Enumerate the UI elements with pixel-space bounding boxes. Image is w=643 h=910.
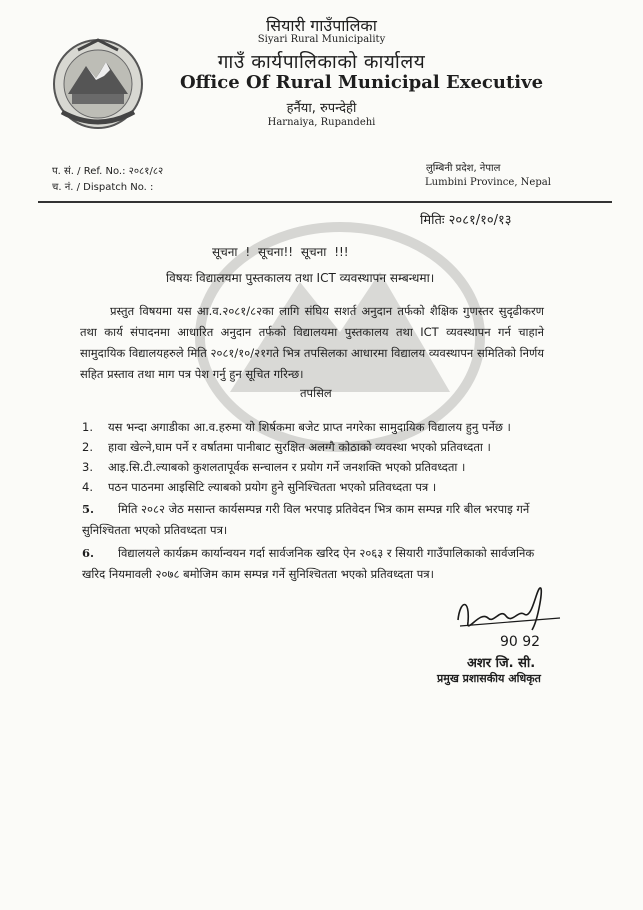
item-text: पठन पाठनमा आइसिटि ल्याबको प्रयोग हुने सुनिश्चितता भएको प्रतिवध्दता पत्र । — [108, 480, 437, 494]
signature-date: 90 92 — [500, 634, 541, 650]
province-en: Lumbini Province, Nepal — [425, 177, 551, 188]
org-name-np: सियारी गाउँपालिका — [266, 16, 377, 35]
org-name-en: Siyari Rural Municipality — [257, 34, 386, 45]
item-number: 3. — [82, 460, 93, 474]
item-text: आइ.सि.टी.ल्याबको कुशलतापूर्वक सन्चालन र प्रयोग गर्ने जनशक्ति भएको प्रतिवध्दता । — [108, 460, 466, 474]
item-number: 5. — [82, 502, 95, 516]
schedule-list — [82, 417, 552, 585]
schedule-heading: तपसिल — [300, 386, 332, 400]
province-np: लुम्बिनी प्रदेश, नेपाल — [426, 163, 501, 174]
item-text: यस भन्दा अगाडीका आ.व.हरुमा यो शिर्षकमा बजेट प्राप्त नगरेका सामुदायिक विद्यालय हुनु पर्नेछ । — [108, 420, 511, 434]
letter-date: मितिः २०८१/१०/१३ — [420, 213, 512, 228]
office-name-np: गाउँ कार्यपालिकाको कार्यालय — [217, 51, 426, 73]
signatory-title: प्रमुख प्रशासकीय अधिकृत — [437, 672, 541, 685]
list-item — [82, 477, 552, 497]
item-text: हावा खेल्ने,घाम पर्ने र वर्षातमा पानीबाट सुरक्षित अलग्गै कोठाको व्यवस्था भएको प्रतिवध्दता । — [108, 440, 491, 454]
list-item — [82, 543, 552, 585]
item-number: 4. — [82, 480, 93, 494]
item-text: मिति २०८२ जेठ मसान्त कार्यसम्पन्न गरी विल भरपाइ प्रतिवेदन भित्र काम सम्पन्न गरि बील भरपाइ गर्ने सुनिश्चितता भएको प्रतिवध्दता पत्र। — [82, 502, 530, 537]
list-item — [82, 437, 552, 457]
signatory-name: अशर जि. सी. — [467, 656, 536, 671]
list-item — [82, 457, 552, 477]
reference-number: प. सं. / Ref. No.: २०८१/८२ — [52, 166, 164, 177]
body-paragraph: प्रस्तुत विषयमा यस आ.व.२०८१/८२का लागि संघिय सशर्त अनुदान तर्फको शैक्षिक गुणस्तर सुदृढीकरण तथा कार्य संपादनमा आधारित अनुदान तर्फको विद्यालयमा पुस्तकालय तथा ICT व्यवस्थापन गर्न चाहाने सामुदायिक विद्यालयहरुले मिति २०८१/१०/२१गते भित्र तपसिलका आधारमा विद्यालय व्यवस्थापन समितिको निर्णय सहित प्रस्ताव तथा माग पत्र पेश गर्नु हुन सूचित गरिन्छ। — [80, 304, 544, 381]
list-item — [82, 499, 552, 541]
item-number: 1. — [82, 420, 93, 434]
item-number: 2. — [82, 440, 93, 454]
office-name-en: Office Of Rural Municipal Executive — [179, 72, 544, 93]
signature-scribble-icon — [440, 580, 580, 650]
item-text: विद्यालयले कार्यक्रम कार्यान्वयन गर्दा सार्वजनिक खरिद ऐन २०६३ र सियारी गाउँपालिकाको सार्वजनिक खरिद नियमावली २०७८ बमोजिम काम सम्पन्न गर्ने सुनिश्चितता भएको प्रतिवध्दता पत्र। — [82, 546, 535, 581]
place-en: Harnaiya, Rupandehi — [267, 117, 376, 128]
list-item — [82, 417, 552, 437]
dispatch-number: च. नं. / Dispatch No. : — [52, 182, 154, 193]
header-divider — [38, 201, 612, 203]
place-np: हर्नैया, रुपन्देही — [286, 101, 357, 116]
subject-line: विषयः विद्यालयमा पुस्तकालय तथा ICT व्यवस्थापन सम्बन्धमा। — [166, 271, 435, 285]
item-number: 6. — [82, 546, 95, 560]
notice-heading: सूचना ! सूचना!! सूचना !!! — [212, 245, 349, 259]
